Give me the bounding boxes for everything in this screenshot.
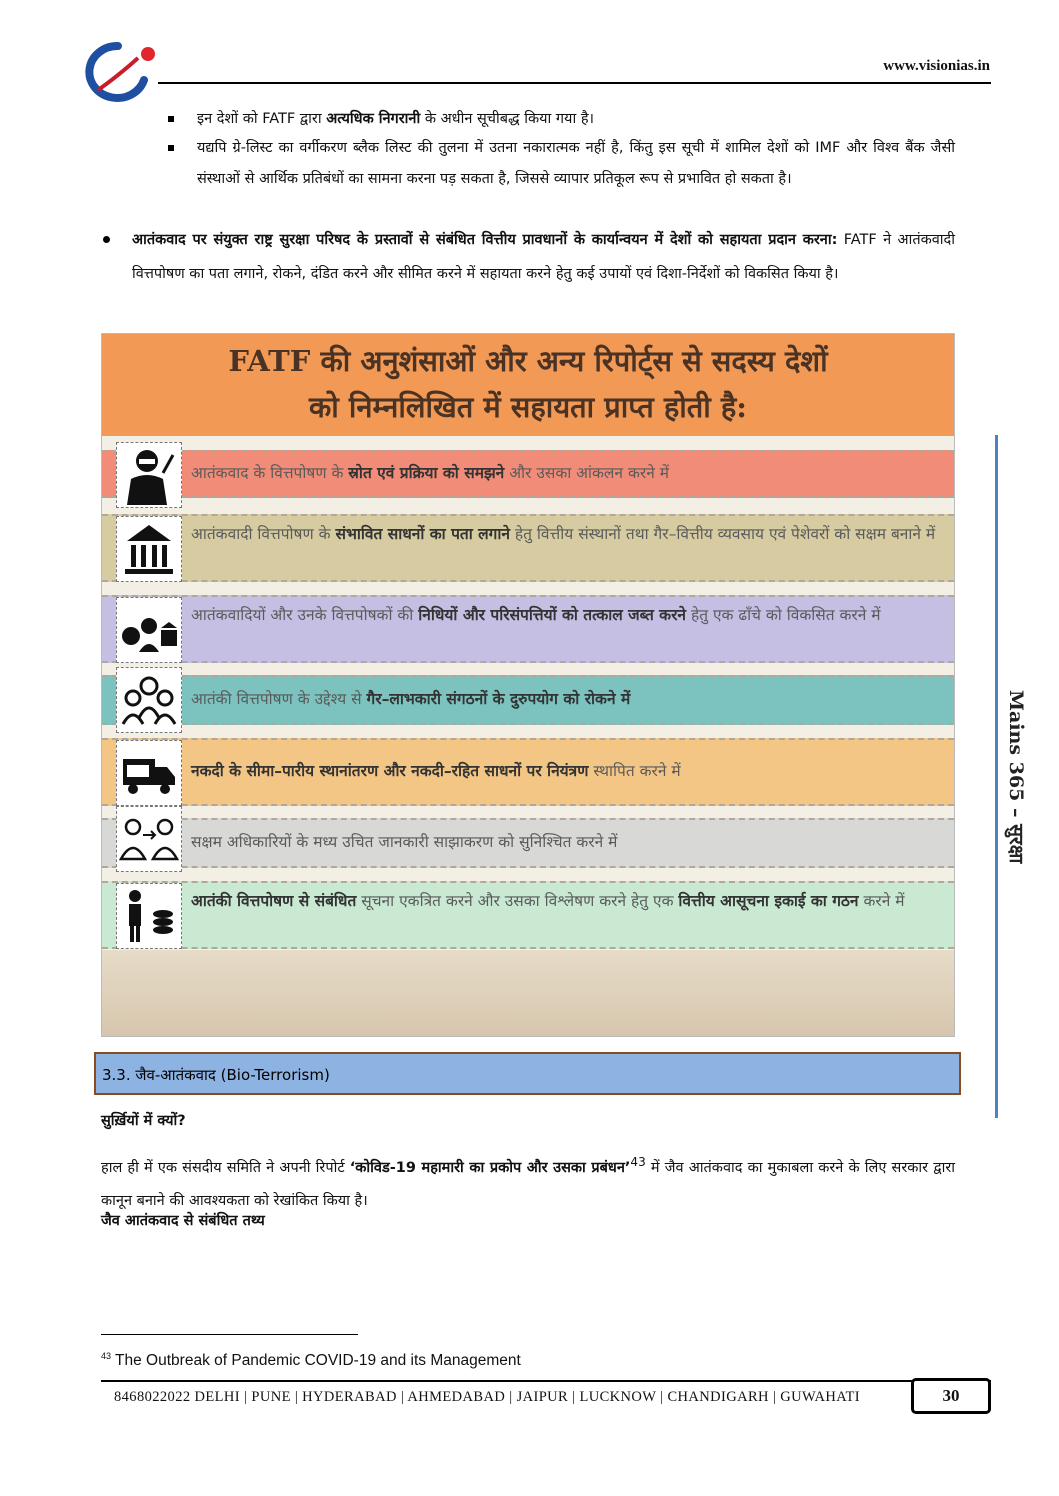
- bullet-marker: [168, 145, 174, 151]
- body-paragraph: हाल ही में एक संसदीय समिति ने अपनी रिपोर्ट ‘कोविड-19 महामारी का प्रकोप और उसका प्रबंधन’$^{43}$ में जैव आतंकवाद का मुकाबला करने के लिए सरकार द्वारा कानून बनाने की आवश्यकता को रेखांकित किया है।: [101, 1155, 956, 1209]
- group-icon: [116, 667, 182, 733]
- site-url[interactable]: www.visionias.in: [883, 58, 990, 74]
- footnote: $^{43}$ The Outbreak of Pandemic COVID-19 and its Management: [101, 1351, 521, 1370]
- section-heading: 3.3. जैव-आतंकवाद (Bio-Terrorism): [94, 1052, 961, 1095]
- infographic-header: [102, 334, 954, 436]
- cash-truck-icon: [116, 740, 182, 806]
- footnote-ref[interactable]: 43: [630, 1155, 646, 1169]
- bank-icon: [116, 516, 182, 582]
- page-number: 30: [911, 1378, 991, 1414]
- facts-heading: जैव आतंकवाद से संबंधित तथ्य: [101, 1213, 265, 1229]
- infographic-row-7: आतंकी वित्तपोषण से संबंधित सूचना एकत्रित करने और उसका विश्लेषण करने हेतु एक वित्तीय आसूचना इकाई का गठन करने में: [102, 881, 954, 949]
- money-bag-icon: [116, 597, 182, 663]
- infographic-row-4: आतंकी वित्तपोषण के उद्देश्य से गैर–लाभकारी संगठनों के दुरुपयोग को रोकने में: [102, 675, 954, 725]
- infographic-row-5: नकदी के सीमा–पारीय स्थानांतरण और नकदी–रहित साधनों पर नियंत्रण स्थापित करने में: [102, 738, 954, 806]
- side-rule: [995, 435, 998, 1118]
- info-exchange-icon: [116, 806, 182, 872]
- terrorist-icon: [116, 442, 182, 508]
- bullet-marker: [103, 236, 110, 243]
- footnote-rule: [101, 1334, 358, 1335]
- infographic-photo-backdrop: [102, 950, 954, 1036]
- infographic-row-3: आतंकवादियों और उनके वित्तपोषकों की निधियों और परिसंपत्तियों को तत्काल जब्त करने हेतु एक ढाँचे को विकसित करने में: [102, 595, 954, 663]
- fatf-infographic: [101, 333, 955, 1037]
- bullet-marker: [168, 116, 174, 122]
- infographic-row-6: सक्षम अधिकारियों के मध्य उचित जानकारी साझाकरण को सुनिश्चित करने में: [102, 818, 954, 868]
- infographic-title: FATF की अनुशंसाओं और अन्य रिपोर्ट्स से सदस्य देशों को निम्नलिखित में सहायता प्राप्त होती है:: [228, 344, 828, 424]
- why-in-news-heading: सुर्ख़ियों में क्यों?: [101, 1113, 186, 1129]
- infographic-row-1: आतंकवाद के वित्तपोषण के स्रोत एवं प्रक्रिया को समझने और उसका आंकलन करने में: [102, 450, 954, 498]
- footer-rule: [101, 1380, 991, 1382]
- bullet-unsc-assistance: आतंकवाद पर संयुक्त राष्ट्र सुरक्षा परिषद के प्रस्तावों से संबंधित वित्तीय प्रावधानों के कार्यान्वयन में देशों को सहायता प्रदान करना: FATF ने आतंकवादी वित्तपोषण का पता लगाने, रोकने, दंडित करने और सीमित करने में सहायता करने हेतु कई उपायों एवं दिशा-निर्देशों को विकसित किया है।: [132, 232, 955, 282]
- bullet-gray-list-effects: यद्यपि ग्रे-लिस्ट का वर्गीकरण ब्लैक लिस्ट की तुलना में उतना नकारात्मक नहीं है, किंतु इस सूची में शामिल देशों को IMF और विश्व बैंक जैसी संस्थाओं से आर्थिक प्रतिबंधों का सामना करना पड़ सकता है, जिससे व्यापार प्रतिकूल रूप से प्रभावित हो सकता है।: [197, 140, 955, 187]
- side-label: Mains 365 – सुरक्षा: [1005, 690, 1027, 864]
- financial-intel-icon: [116, 883, 182, 949]
- bullet-gray-list-monitoring: इन देशों को FATF द्वारा अत्यधिक निगरानी के अधीन सूचीबद्ध किया गया है।: [197, 111, 595, 127]
- infographic-row-2: आतंकवादी वित्तपोषण के संभावित साधनों का पता लगाने हेतु वित्तीय संस्थानों तथा गैर–वित्तीय व्यवसाय एवं पेशेवरों को सक्षम बनाने में: [102, 514, 954, 582]
- header-rule: [158, 82, 991, 84]
- footer-contact: 8468022022 DELHI | PUNE | HYDERABAD | AHMEDABAD | JAIPUR | LUCKNOW | CHANDIGARH | GUWAHATI: [114, 1389, 860, 1405]
- visionias-logo: [78, 40, 162, 104]
